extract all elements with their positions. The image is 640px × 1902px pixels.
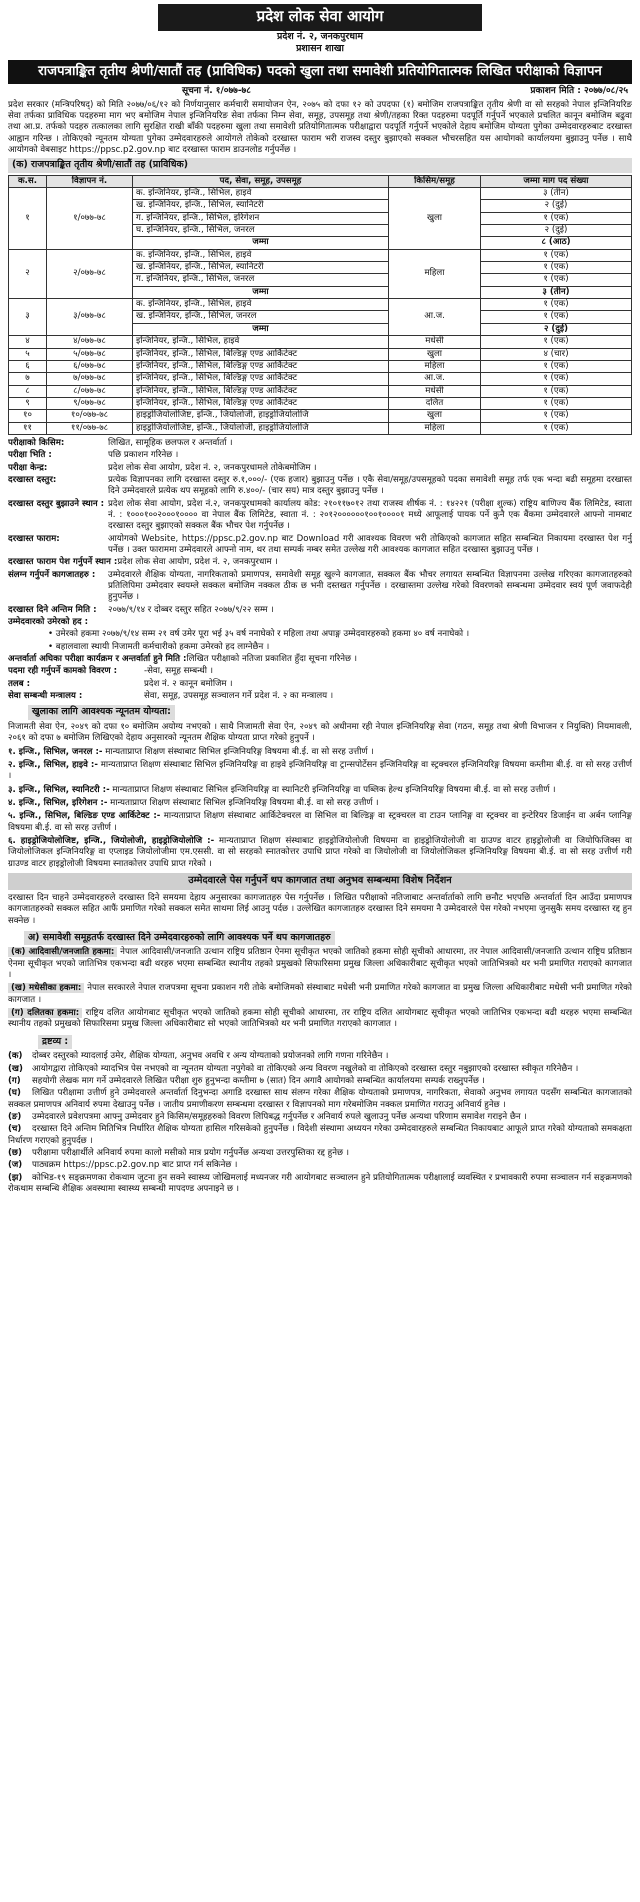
qualification-desc: मान्यताप्राप्त शिक्षण संस्थाबाट आर्किटेक्चरल वा सिभिल वा बिल्डिङ्ग वा स्ट्रक्चरल वा टाउन प्लानिङ्ग वा स्ट्रक्चर वा इन्टेरियर डिजाईन वा अर्बन प्लानिङ्ग विषयमा बी.ई. वा सो सरह उत्तीर्ण । <box>8 811 632 833</box>
info-row <box>8 570 632 604</box>
info-row <box>8 463 632 474</box>
cell-type: मधेसी <box>389 385 481 397</box>
publish-date: प्रकाशन मिति : २०७७/०८/२५ <box>530 85 628 96</box>
qualification-heading: खुलाका लागि आवश्यक न्यूनतम योग्यता: <box>28 705 175 719</box>
inclusive-item <box>8 947 632 981</box>
info-label: परीक्षा भिति : <box>8 450 52 461</box>
info-row <box>8 438 632 449</box>
qualification-title: ५. इन्जि., सिभिल, बिल्डिङ एण्ड आर्किटेक्ट :- <box>8 811 161 822</box>
inclusive-group: (ख) मधेसीका हकमा: <box>8 983 84 993</box>
cell-sn: ३ <box>9 299 47 336</box>
qualification-desc: मान्यताप्राप्त शिक्षण संस्थाबाट सिभिल इन्जिनियरिङ्ग वा स्यानिटरी इन्जिनियरिङ्ग वा पब्लिक हेल्थ इन्जिनियरिङ्ग विषयमा बी.ई. वा सो सरह उत्तीर्ण । <box>112 784 556 795</box>
org-title: प्रदेश लोक सेवा आयोग <box>158 4 482 31</box>
qualification-item <box>8 836 632 870</box>
info-label: सेवा सम्बन्धी मन्त्रालय : <box>8 691 83 702</box>
cell-post: ग. इन्जिनियर, इन्जि., सिभिल, जनरल <box>133 274 389 286</box>
info-label: दरखास्त दस्तुर: <box>8 474 57 485</box>
info-label: दरखास्त दस्तुर बुझाउने स्थान : <box>8 498 105 509</box>
info-value: पछि प्रकाशन गरिनेछ । <box>108 450 179 461</box>
cell-post: ग. इन्जिनियर, इन्जि., सिभिल, इरिगेशन <box>133 212 389 224</box>
cell-ad-no: ७/०७७-७८ <box>47 373 133 385</box>
qualification-desc: मान्यताप्राप्त शिक्षण संस्थाबाट सिभिल इन्जिनियरिङ्ग विषयमा बी.ई. वा सो सरह उत्तीर्ण । <box>110 797 379 808</box>
notes-heading: द्रष्टव्य : <box>38 1035 72 1049</box>
note-letter: (ग) <box>8 1075 21 1086</box>
note-letter: (क) <box>8 1051 23 1062</box>
qualification-title: ६. हाइड्रोजियोलोजिष्ट, इन्जि., जियोलोजी, हाइड्रोजियोलोजि :- <box>8 835 215 846</box>
inclusive-list <box>8 947 632 1030</box>
col-count: जम्मा माग पद संख्या <box>481 175 632 187</box>
note-text: आयोगद्वारा तोकिएको म्यादभित्र पेस नभएको वा न्यूनतम योग्यता नपुगेको वा तोकिएको अन्य विवरण नखुलेको वा तोकिएको दरखास्त दस्तुर नबुझाएको दरखास्त स्वीकृत गरिनेछैन । <box>32 1063 579 1074</box>
table-row <box>9 360 632 372</box>
cell-post: इन्जिनियर, इन्जि., सिभिल, हाइवे <box>133 336 389 348</box>
cell-post: इन्जिनियर, इन्जि., सिभिल, बिल्डिङ्ग एण्ड आर्किटेक्ट <box>133 360 389 372</box>
info2-block <box>8 654 632 702</box>
inclusive-desc: राष्ट्रिय दलित आयोगबाट सूचीकृत भएको जातिको हकमा सोही सूचीको आधारमा, तर राष्ट्रिय दलित आयोगबाट सूचीकृत भएको जातिभित्र एकभन्दा बढी थरहरु भएमा सम्बन्धित स्थानीय तहको प्रमुखको सिफारिसमा प्रमुख जिल्ला अधिकारीबाट सो भएको जातिभित्रको थर भनी प्रमाणित गराएको कागजात । <box>8 1008 632 1030</box>
inclusive-item <box>8 983 632 1006</box>
info-value: लिखित परीक्षाको नतिजा प्रकाशित हुँदा सूचना गरिनेछ । <box>186 654 358 665</box>
cell-type: दलित <box>389 397 481 409</box>
note-text: दोब्बर दस्तुरको म्यादलाई उमेर, शैक्षिक योग्यता, अनुभव अवधि र अन्य योग्यताको प्रयोजनको लागि गणना गरिनेछैन । <box>32 1051 389 1062</box>
cell-ad-no: ६/०७७-७८ <box>47 360 133 372</box>
cell-count: १ (एक) <box>481 262 632 274</box>
cell-sn: ११ <box>9 422 47 434</box>
note-item <box>8 1124 632 1147</box>
ad-title: राजपत्राङ्कित तृतीय श्रेणी/सातौं तह (प्राविधिक) पदको खुला तथा समावेशी प्रतियोगितात्मक लिखित परीक्षाको विज्ञापन <box>8 60 632 84</box>
cell-count: १ (एक) <box>481 299 632 311</box>
info-label: दरखास्त दिने अन्तिम मिति : <box>8 604 97 615</box>
inclusive-desc: नेपाल आदिवासी/जनजाति उत्थान राष्ट्रिय प्रतिष्ठान ऐनमा सूचीकृत भएको जातिको हकमा सोही सूचीको आधारमा, तर नेपाल आदिवासी/जनजाति उत्थान राष्ट्रिय प्रतिष्ठान ऐनमा सूचीकृत भएको जातिभित्र एकभन्दा बढी थरहरु भएमा सम्बन्धित स्थानीय तहको प्रमुखको सिफारिसमा प्रमुख जिल्ला अधिकारीबाट सूचीकृत भएको जातिभित्रको थर भनी प्रमाणित गराएको कागजात । <box>8 947 632 981</box>
info-row <box>8 691 632 702</box>
inclusive-group: (क) आदिवासी/जनजाति हकमा: <box>8 947 117 957</box>
cell-ad-no: २/०७७-७८ <box>47 249 133 298</box>
cell-post: घ. इन्जिनियर, इन्जि., सिभिल, जनरल <box>133 225 389 237</box>
cell-total: ३ (तीन) <box>481 286 632 298</box>
info-value: प्रत्येक विज्ञापनका लागि दरखास्त दस्तुर रु.१,०००/- (एक हजार) बुझाउनु पर्नेछ । एकै सेवा/समूह/उपसमूहको पदका समावेशी समूह तर्फ एक भन्दा बढी समूहमा दरखास्त दिने उम्मेदवारले प्रत्येक थप समूहको लागि रु.४००/- (चार सय) मात्र दस्तुर बुझाउनु पर्नेछ । <box>108 474 632 497</box>
info-value: आयोगको Website, https://ppsc.p2.gov.np बाट Download गरी आवश्यक विवरण भरी तोकिएको कागजात सहित सम्बन्धित निकायमा दरखास्त पेश गर्नु पर्नेछ । उक्त फाराममा उम्मेदवारले आफ्नो नाम, थर तथा सम्पर्क नम्बर समेत उल्लेख गरी आवश्यक कागजात सहित दरखास्त बुझाउनु पर्नेछ । <box>108 533 632 556</box>
cell-count: ४ (चार) <box>481 348 632 360</box>
qualification-title: १. इन्जि., सिभिल, जनरल :- <box>8 746 103 757</box>
note-letter: (झ) <box>8 1172 23 1183</box>
note-item <box>8 1064 632 1075</box>
col-post: पद, सेवा, समूह, उपसमूह <box>133 175 389 187</box>
cell-sn: ४ <box>9 336 47 348</box>
qualification-title: ४. इन्जि., सिभिल, इरिगेशन :- <box>8 797 108 808</box>
info-row <box>8 499 632 533</box>
cell-ad-no: १/०७७-७८ <box>47 188 133 250</box>
notes-list <box>8 1051 632 1195</box>
note-letter: (छ) <box>8 1147 22 1158</box>
cell-ad-no: ११/०७७-७८ <box>47 422 133 434</box>
cell-sn: ९ <box>9 397 47 409</box>
col-sn: क.स. <box>9 175 47 187</box>
info-label: दरखास्त फाराम पेश गर्नुपर्ने स्थान : <box>8 557 118 568</box>
qualification-item <box>8 747 632 758</box>
age-bullet-1: • उमेरको हकमा २०७७/९/१४ सम्म २१ वर्ष उमेर पूरा भई ३५ वर्ष ननाघेको र महिला तथा अपाङ्ग उम्मेदवारहरुको हकमा ४० वर्ष ननाघेको । <box>48 629 470 640</box>
cell-type: खुला <box>389 410 481 422</box>
documents-heading: उम्मेदवारले पेस गर्नुपर्ने थप कागजात तथा अनुभव सम्बन्धमा विशेष निर्देशन <box>8 873 632 890</box>
note-text: परीक्षामा परीक्षार्थीले अनिवार्य रुपमा कालो मसीको मात्र प्रयोग गर्नुपर्नेछ अन्यथा उत्तरपुस्तिका रद्द हुनेछ । <box>32 1147 350 1158</box>
note-item <box>8 1148 632 1159</box>
info-label: अन्तर्वार्ता अघिका परीक्षा कार्यक्रम र अन्तर्वार्ता हुने मिति : <box>8 654 187 665</box>
cell-count: १ (एक) <box>481 385 632 397</box>
inclusive-heading: अ) समावेशी समूहतर्फ दरखास्त दिने उम्मेदवारहरुको लागि आवश्यक पर्ने थप कागजातहरु <box>24 931 335 945</box>
cell-count: २ (दुई) <box>481 200 632 212</box>
cell-ad-no: ३/०७७-७८ <box>47 299 133 336</box>
documents-text: दरखास्त दिन चाहने उम्मेदवारहरुले दरखास्त दिने समयमा देहाय अनुसारका कागजातहरु पेस गर्नुपर्नेछ । लिखित परीक्षाको नतिजाबाट अन्तर्वार्ताको लागि छनौट भएपछि अन्तर्वार्ता दिन आउँदा प्रमाणपत्र कागजातहरुको सक्कल सहित आफैं प्रमाणित गरेको सक्कल समेत साथमा लिई आउनु पर्दछ । उल्लेखित कागजातहरु दरखास्त दिने समयमा नै उम्मेदवारले पेस गरेको नभएमा जुनसुकै समय दरखास्त रद्द हुन सक्नेछ । <box>8 892 632 926</box>
cell-count: ३ (तीन) <box>481 188 632 200</box>
cell-count: १ (एक) <box>481 212 632 224</box>
notice-number: सूचना नं. १/०७७-७८ <box>182 85 251 96</box>
info-value: लिखित, सामूहिक छलफल र अन्तर्वार्ता । <box>108 437 233 448</box>
info-value: सेवा, समूह, उपसमूह सञ्चालन गर्ने प्रदेश नं. २ का मन्त्रालय । <box>144 691 334 702</box>
cell-post: क. इन्जिनियर, इन्जि., सिभिल, हाइवे <box>133 188 389 200</box>
table-row <box>9 385 632 397</box>
qualification-list <box>8 747 632 870</box>
qualification-item <box>8 785 632 796</box>
note-letter: (ख) <box>8 1063 23 1074</box>
info-value: प्रदेश लोक सेवा आयोग, प्रदेश नं.२, जनकपुरधामको कार्यालय कोड: २१०११७०१२ तथा राजस्व शीर्षक नं. : १४२२१ (परीक्षा शुल्क) राष्ट्रिय बाणिज्य बैंक लिमिटेड, स्वाता नं. : १०००१००२०००१०००० वा नेपाल बैंक लिमिटेड, स्वाता नं. : २०१२००००००१००१००००१ मध्ये आफूलाई पायक पर्ने कुनै एक बैंकमा उम्मेदवारले आफ्नो नामबाट दरखास्त दस्तुर बुझाएको सक्कल बैंक भौचर पेश गर्नुपर्नेछ । <box>108 498 632 532</box>
table-row <box>9 348 632 360</box>
cell-total-label: जम्मा <box>133 237 389 249</box>
cell-ad-no: १०/०७७-७८ <box>47 410 133 422</box>
cell-total: ८ (आठ) <box>481 237 632 249</box>
cell-post: इन्जिनियर, इन्जि., सिभिल, बिल्डिङ्ग एण्ड आर्किटेक्ट <box>133 397 389 409</box>
note-text: दरखास्त दिने अन्तिम मितिभित्र निर्धारित शैक्षिक योग्यता हासिल गरिसकेको हुनुपर्नेछ । विदेशी संस्थामा अध्ययन गरेका उम्मेदवारहरुले सम्बन्धित निकायबाट आफूले प्राप्त गरेको योग्यताको समकक्षता निर्धारण गराएको हुनुपर्दछ । <box>8 1124 632 1146</box>
cell-sn: ८ <box>9 385 47 397</box>
cell-type: महिला <box>389 422 481 434</box>
table-row <box>9 336 632 348</box>
info-row <box>8 679 632 690</box>
note-item <box>8 1051 632 1062</box>
posts-table <box>8 175 632 435</box>
qualification-title: २. इन्जि., सिभिल, हाइवे :- <box>8 759 98 770</box>
cell-post: हाइड्रोजियोलोजिष्ट, इन्जि., जियोलोजी, हाइड्रोजियोलोजि <box>133 410 389 422</box>
cell-post: हाइड्रोजियोलोजिष्ट, इन्जि., जियोलोजी, हाइड्रोजियोलोजि <box>133 422 389 434</box>
info-label: तलब : <box>8 678 31 689</box>
note-letter: (च) <box>8 1124 22 1135</box>
cell-sn: २ <box>9 249 47 298</box>
table-row <box>9 299 632 311</box>
qualification-item <box>8 798 632 809</box>
cell-total: २ (दुई) <box>481 323 632 335</box>
inclusive-group: (ग) दलितका हकमा: <box>8 1008 82 1018</box>
section-a-heading: (क) राजपत्राङ्कित तृतीय श्रेणी/सातौं तह (प्राविधिक) <box>8 158 632 172</box>
inclusive-item <box>8 1008 632 1031</box>
notice-meta <box>8 84 632 100</box>
cell-type: खुला <box>389 188 481 250</box>
org-address: प्रदेश नं. २, जनकपुरधाम <box>277 30 363 42</box>
info-row <box>8 534 632 557</box>
info-row <box>8 450 632 461</box>
qualification-item <box>8 760 632 783</box>
info-value: प्रदेश लोक सेवा आयोग, प्रदेश नं. २, जनकपुरधामले तोकेबमोजिम । <box>108 462 317 473</box>
cell-type: आ.ज. <box>389 373 481 385</box>
info-row <box>8 557 632 568</box>
cell-post: इन्जिनियर, इन्जि., सिभिल, बिल्डिङ्ग एण्ड आर्किटेक्ट <box>133 348 389 360</box>
info-value: २०७७/९/१४ र दोब्बर दस्तुर सहित २०७७/९/२२ सम्म । <box>108 604 274 615</box>
note-item <box>8 1112 632 1123</box>
cell-ad-no: ९/०७७-७८ <box>47 397 133 409</box>
info-label: संलग्न गर्नुपर्ने कागजातहरु : <box>8 569 96 580</box>
info-row <box>8 666 632 677</box>
notice-page <box>8 4 632 1894</box>
inclusive-desc: नेपाल सरकारले नेपाल राजपत्रमा सूचना प्रकाशन गरी तोके बमोजिमको संस्थाबाट मधेसी भनी प्रमाणित गरेको कागजात वा प्रमुख जिल्ला अधिकारीबाट मधेसी भनी प्रमाणित गरेको कागजात । <box>8 983 632 1005</box>
cell-post: क. इन्जिनियर, इन्जि., सिभिल, हाइवे <box>133 249 389 261</box>
info-value: उम्मेदवारले शैक्षिक योग्यता, नागरिकताको प्रमाणपत्र, समावेशी समूह खुल्ने कागजात, सक्कल बैंक भौचर लगायत सम्बन्धित विज्ञापनमा उल्लेख गरिएका कागजातहरुको प्रतिलिपिमा उम्मेदवार स्वयम्ले सक्कल बमोजिम नक्कल ठीक छ भनी दस्तखत गर्नुपर्नेछ । दरखास्तमा उल्लेख गरेको विवरणको सम्बन्धमा उम्मेदवार स्वयं पूर्ण जवाफदेही हुनुपर्नेछ । <box>108 569 632 603</box>
cell-count: २ (दुई) <box>481 225 632 237</box>
age-bullet-2: • बहालवाला स्थायी निजामती कर्मचारीको हकमा उमेरको हद लाग्नेछैन । <box>48 641 270 652</box>
cell-ad-no: ५/०७७-७८ <box>47 348 133 360</box>
cell-count: १ (एक) <box>481 422 632 434</box>
info-value: प्रदेश नं. २ कानून बमोजिम । <box>144 678 233 689</box>
note-letter: (ङ) <box>8 1111 22 1122</box>
age-limit <box>8 617 632 628</box>
cell-ad-no: ८/०७७-७८ <box>47 385 133 397</box>
col-type: किसिम/समूह <box>389 175 481 187</box>
cell-count: १ (एक) <box>481 274 632 286</box>
note-item <box>8 1160 632 1171</box>
cell-type: मधेसी <box>389 336 481 348</box>
info-label: परीक्षाको किसिम: <box>8 437 65 448</box>
note-text: उम्मेदवारले प्रवेशपत्रमा आफ्नु उम्मेदवार हुने किसिम/समूहहरुको विवरण लिपिबद्ध गर्नुपर्नेछ र अनिवार्य रुपले खुलाउनु पर्नेछ अन्यथा परिणाम समावेश गराइने छैन । <box>32 1111 527 1122</box>
note-letter: (ज) <box>8 1160 23 1171</box>
cell-count: १ (एक) <box>481 397 632 409</box>
qualification-item <box>8 811 632 834</box>
info-label: दरखास्त फाराम: <box>8 533 60 544</box>
info-label: परीक्षा केन्द्र: <box>8 462 48 473</box>
note-text: पाठ्यक्रम https://ppsc.p2.gov.np बाट प्राप्त गर्न सकिनेछ । <box>32 1160 238 1171</box>
table-row <box>9 249 632 261</box>
table-row <box>9 422 632 434</box>
cell-count: १ (एक) <box>481 249 632 261</box>
note-text: सहयोगी लेखक माग गर्ने उम्मेदवारले लिखित परीक्षा शुरु हुनुभन्दा कम्तीमा ७ (सात) दिन अगावै आयोगको सम्बन्धित कार्यालयमा सम्पर्क राख्नुपर्नेछ । <box>32 1075 485 1086</box>
table-row <box>9 373 632 385</box>
note-text: कोभिड-१९ सङ्क्रमणका रोकथाम जुटना हुन सक्ने स्वास्थ्य जोखिमलाई मध्यनजर गरी आयोगबाट सञ्चालन हुने प्रतियोगितात्मक परीक्षालाई व्यवस्थित र प्रभावकारी रुपमा सञ्चालन गर्न सङ्क्रमणको रोकथाम सम्बन्धि शैक्षिक अवस्थामा स्वास्थ्य सम्बन्धी मापदण्ड अपनाइने छ । <box>8 1172 632 1194</box>
cell-sn: १ <box>9 188 47 250</box>
org-branch: प्रशासन शाखा <box>296 43 344 55</box>
info-row <box>8 654 632 665</box>
info-block <box>8 438 632 616</box>
table-header-row <box>9 175 632 187</box>
cell-post: इन्जिनियर, इन्जि., सिभिल, बिल्डिङ्ग एण्ड आर्किटेक्ट <box>133 385 389 397</box>
qualification-title: ३. इन्जि., सिभिल, स्यानिटरी :- <box>8 784 110 795</box>
cell-post: ख. इन्जिनियर, इन्जि., सिभिल, स्यानिटरी <box>133 200 389 212</box>
cell-count: १ (एक) <box>481 336 632 348</box>
note-letter: (घ) <box>8 1088 21 1099</box>
cell-type: खुला <box>389 348 481 360</box>
note-text: लिखित परीक्षामा उत्तीर्ण हुने उम्मेदवारले अन्तर्वार्ता दिनुभन्दा अगाडि दरखास्त साथ संलग्न गरेका शैक्षिक योग्यताको प्रमाणपत्र, नागरिकता, सेवाको अनुभव लगायत पदसँग सम्बन्धित कागजातको सक्कल प्रमाणपत्र अनिवार्य रुपमा देखाउनु पर्नेछ । जातीय प्रमाणीकरण सम्बन्धमा दरखास्त र विज्ञापनको माग गरेबमोजिम नक्कल प्रमाणित गराउनु अनिवार्य हुनेछ । <box>8 1088 632 1110</box>
cell-sn: १० <box>9 410 47 422</box>
qualification-desc: मान्यताप्राप्त शिक्षण संस्थाबाट हाइड्रोजियोलोजी विषयमा वा हाइड्रोजियोलोजी वा ग्राउण्ड वाटर हाइड्रोलोजी वा जियोफिजिक्स वा जियोलोजिकल इन्जिनियरिङ्ग वा एप्लाइड जियोलोजीमा एम.एससी. वा सो सरहको स्नातकोत्तर उपाधि प्राप्त गरेको वा जियोलोजी वा जियोलोजिकल इन्जिनियरिङ्ग विषयमा बी.ई. वा सो सरह उत्तीर्ण गरी ग्राउण्ड वाटर हाइड्रोलोजी विषयमा स्नातकोत्तर उपाधि प्राप्त गरेको । <box>8 835 632 869</box>
intro-paragraph: प्रदेश सरकार (मन्त्रिपरिषद्) को मिति २०७७/०६/१२ को निर्णयानुसार कर्मचारी समायोजन ऐन, २०७५ को दफा १२ को उपदफा (१) बमोजिम राजपत्राङ्कित तृतीय श्रेणी वा सो सरहको नेपाल इन्जिनियरिङ सेवा तर्फका प्राविधिक पदहरुमा माग भए बमोजिम नेपाल इन्जिनियरिङ सेवा तर्फका निम्न सेवा, समूह, उपसमूह तथा श्रेणी/तहका रिक्त पदहरुमा पदपूर्ति गर्नुपर्ने भएकाले प्रचलित कानून बमोजिम बढुवा तथा आ.प्र. तर्फको पदहरु तत्कालका लागि सुरक्षित राखी बाँकी पदहरुमा खुला तथा समावेशी प्रतियोगितात्मक परीक्षाद्वारा पदपूर्ति गर्नुपर्ने भएकोले देहाय बमोजिम योग्यता पुगेका उम्मेदवारहरुबाट दरखास्त आह्वान गरिन्छ । तोकिएको न्यूनतम योग्यता पुगेका उम्मेदवारहरुले आयोगले तोकेको दरखास्त फाराम भरी राजस्व दस्तुर बुझाएको सक्कल भौचरसहित यस आयोगको कार्यालयमा बुझाउनु पर्नेछ । साथै आयोगको वेबसाइट https://ppsc.p2.gov.np बाट दरखास्त फाराम डाउनलोड गर्नुपर्नेछ । <box>8 99 632 155</box>
cell-post: क. इन्जिनियर, इन्जि., सिभिल, हाइवे <box>133 299 389 311</box>
age-label: उम्मेदवारको उमेरको हद : <box>8 617 89 628</box>
info-label: पदमा रही गर्नुपर्ने कामको विवरण : <box>8 666 118 677</box>
info-row <box>8 475 632 498</box>
cell-type: महिला <box>389 360 481 372</box>
qualification-desc: मान्यताप्राप्त शिक्षण संस्थाबाट सिभिल इन्जिनियरिङ्ग वा हाइवे इन्जिनियरिङ्ग वा ट्रान्सपोर्टेसन इन्जिनियरिङ्ग वा स्ट्रक्चरल इन्जिनियरिङ्ग विषयमा कम्तीमा बी.ई. वा सो सरह उत्तीर्ण । <box>8 759 632 782</box>
info-value: प्रदेश लोक सेवा आयोग, प्रदेश नं. २, जनकपुरधाम । <box>117 557 278 568</box>
cell-post: ख. इन्जिनियर, इन्जि., सिभिल, जनरल <box>133 311 389 323</box>
cell-total-label: जम्मा <box>133 286 389 298</box>
qualification-intro: निजामती सेवा ऐन, २०४९ को दफा १० बमोजिम अयोग्य नभएको । साथै निजामती सेवा ऐन, २०४९ को अधीनमा रही नेपाल इन्जिनियरिङ्ग सेवा (गठन, समूह तथा श्रेणी विभाजन र नियुक्ति) नियमावली, २०६१ को दफा ७ बमोजिम लिखिएको देहाय अनुसारको न्यूनतम शैक्षिक योग्यता प्राप्त गरेको हुनुपर्ने । <box>8 721 632 744</box>
table-row <box>9 410 632 422</box>
cell-type: आ.ज. <box>389 299 481 336</box>
cell-type: महिला <box>389 249 481 298</box>
info-row <box>8 605 632 616</box>
col-ad-no: विज्ञापन नं. <box>47 175 133 187</box>
note-item <box>8 1076 632 1087</box>
cell-count: १ (एक) <box>481 311 632 323</box>
cell-post: इन्जिनियर, इन्जि., सिभिल, बिल्डिङ्ग एण्ड आर्किटेक्ट <box>133 373 389 385</box>
note-item <box>8 1088 632 1111</box>
cell-sn: ६ <box>9 360 47 372</box>
qualification-desc: मान्यताप्राप्त शिक्षण संस्थाबाट सिभिल इन्जिनियरिङ्ग विषयमा बी.ई. वा सो सरह उत्तीर्ण । <box>105 746 374 757</box>
cell-count: १ (एक) <box>481 410 632 422</box>
cell-ad-no: ४/०७७-७८ <box>47 336 133 348</box>
cell-count: १ (एक) <box>481 373 632 385</box>
cell-total-label: जम्मा <box>133 323 389 335</box>
cell-sn: ५ <box>9 348 47 360</box>
cell-sn: ७ <box>9 373 47 385</box>
table-row <box>9 188 632 200</box>
cell-post: ख. इन्जिनियर, इन्जि., सिभिल, स्यानिटरी <box>133 262 389 274</box>
table-row <box>9 397 632 409</box>
info-value: -सेवा, समूह सम्बन्धी । <box>144 666 214 677</box>
cell-count: १ (एक) <box>481 360 632 372</box>
note-item <box>8 1173 632 1196</box>
